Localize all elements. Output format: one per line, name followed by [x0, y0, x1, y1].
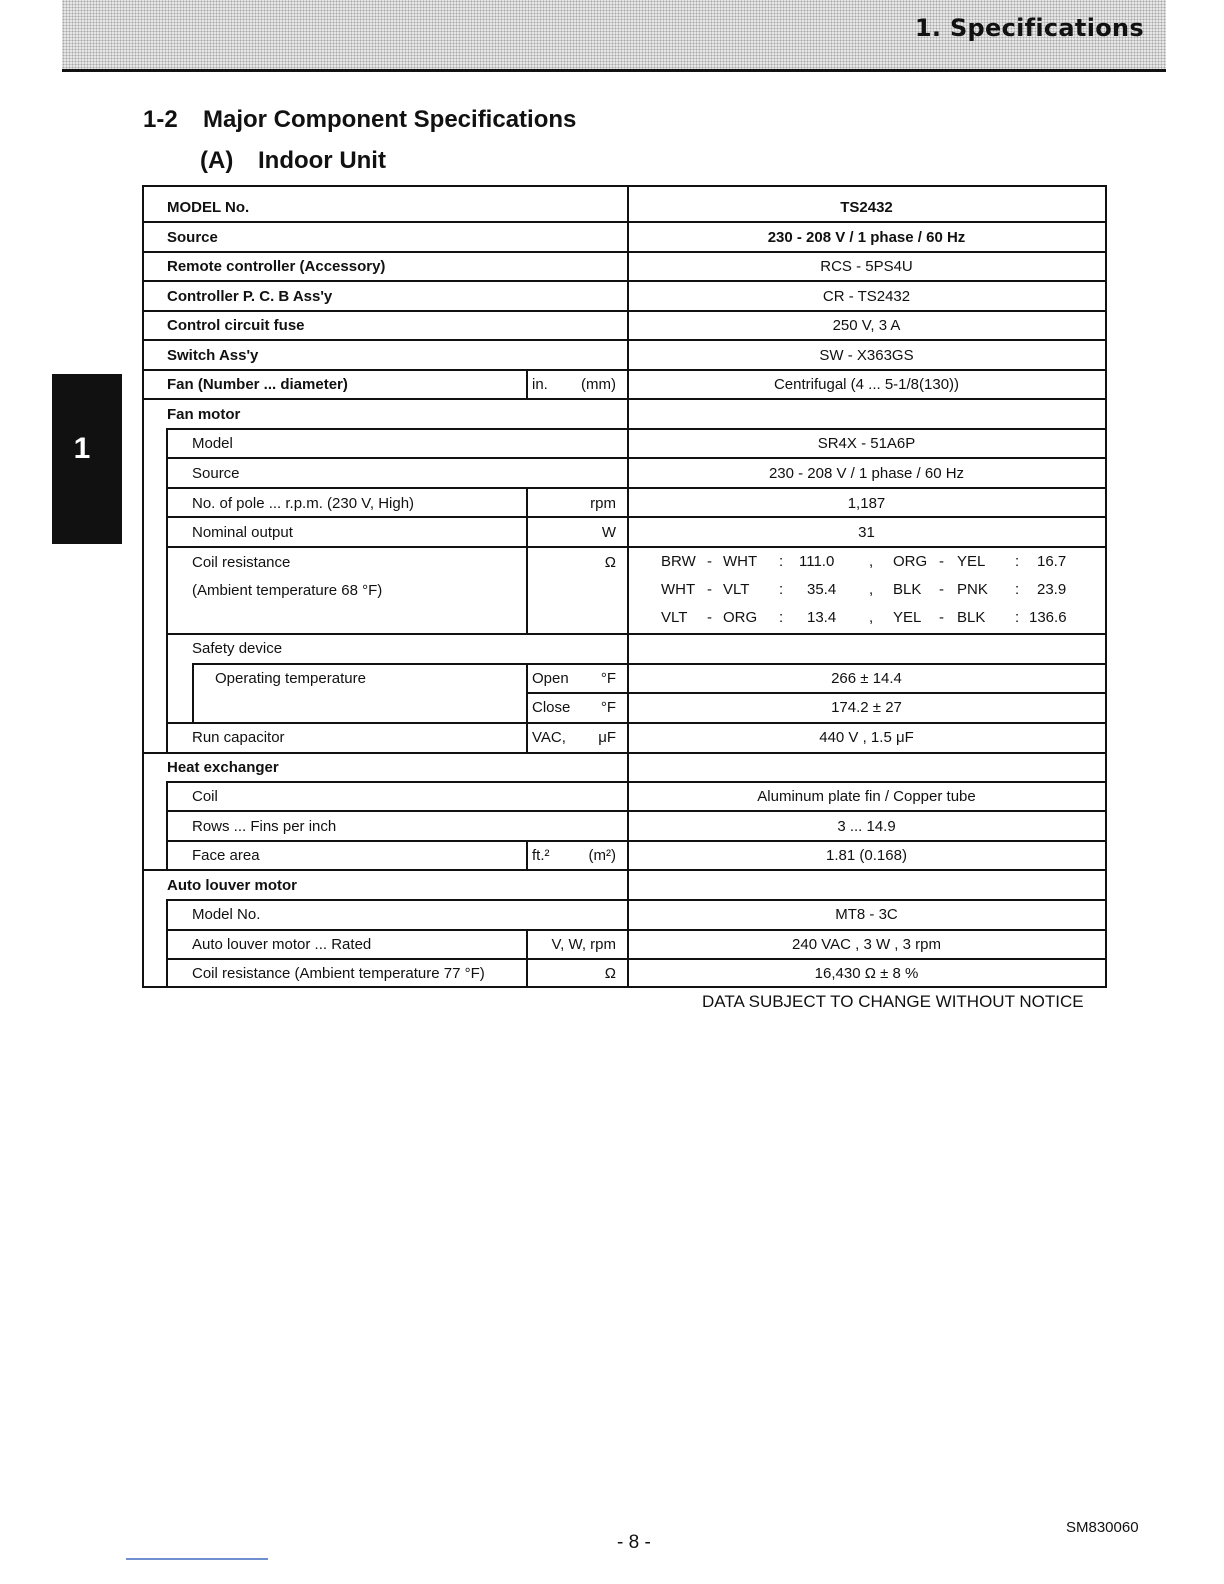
coil-wire-d: BLK	[957, 609, 986, 626]
fan-motor-label: Fan motor	[167, 406, 241, 423]
hx-coil-value: Aluminum plate fin / Copper tube	[757, 788, 976, 805]
coil-value-1: 35.4	[807, 581, 837, 598]
coil-wire-b: ORG	[723, 609, 758, 626]
coil-wire-a: VLT	[661, 609, 688, 626]
document-code: SM830060	[1066, 1519, 1139, 1536]
fan-motor-indent	[166, 428, 168, 753]
model-label: MODEL No.	[167, 199, 250, 216]
fm-output-unit: W	[601, 524, 616, 541]
run-cap-value: 440 V , 1.5 μF	[819, 729, 914, 746]
fm-source-value: 230 - 208 V / 1 phase / 60 Hz	[768, 465, 965, 482]
close-value: 174.2 ± 27	[831, 699, 902, 716]
alm-rated-value: 240 VAC , 3 W , 3 rpm	[792, 936, 941, 953]
source-label: Source	[167, 229, 218, 246]
fm-coil-sub-label: (Ambient temperature 68 °F)	[192, 582, 383, 599]
fm-output-label: Nominal output	[192, 524, 293, 541]
coil-value-2: 23.9	[1037, 581, 1067, 598]
coil-wire-b: VLT	[723, 581, 750, 598]
alm-coil-unit: Ω	[604, 965, 616, 982]
fan-unit-divider	[526, 369, 528, 398]
alm-model-value: MT8 - 3C	[835, 906, 898, 923]
remote-value: RCS - 5PS4U	[820, 258, 913, 275]
fm-output-value: 31	[858, 524, 875, 541]
alm-rated-unit: V, W, rpm	[551, 936, 616, 953]
remote-label: Remote controller (Accessory)	[167, 258, 386, 275]
subsection-number: (A)	[200, 147, 234, 174]
fm-pole-unit: rpm	[590, 495, 616, 512]
fan-label: Fan (Number ... diameter)	[167, 376, 348, 393]
hx-rows-value: 3 ... 14.9	[837, 818, 896, 835]
hx-face-value: 1.81 (0.168)	[826, 847, 907, 864]
coil-value-1: 13.4	[807, 609, 837, 626]
hx-face-unit-ft: ft.²	[532, 847, 550, 864]
safety-indent	[192, 663, 194, 722]
fm-coil-label: Coil resistance	[192, 554, 291, 571]
section-number: 1-2	[143, 106, 178, 133]
fuse-label: Control circuit fuse	[167, 317, 305, 334]
coil-value-2: 16.7	[1037, 553, 1067, 570]
change-notice: DATA SUBJECT TO CHANGE WITHOUT NOTICE	[702, 992, 1084, 1011]
chapter-tab	[52, 374, 122, 544]
coil-wire-a: BRW	[661, 553, 696, 570]
hx-label: Heat exchanger	[167, 759, 279, 776]
fan-unit-mm: (mm)	[581, 376, 616, 393]
chapter-header-title: 1. Specifications	[914, 14, 1144, 42]
model-value: TS2432	[840, 199, 893, 216]
fuse-value: 250 V, 3 A	[832, 317, 901, 334]
hx-face-unit-m: (m²)	[588, 847, 616, 864]
footer-rule	[126, 1558, 268, 1560]
hx-rows-label: Rows ... Fins per inch	[192, 818, 337, 835]
chapter-tab-number: 1	[73, 432, 91, 465]
coil-wire-b: WHT	[723, 553, 758, 570]
hx-coil-label: Coil	[192, 788, 218, 805]
alm-model-label: Model No.	[192, 906, 261, 923]
run-cap-unit-vac: VAC,	[532, 729, 566, 746]
coil-wire-c: YEL	[893, 609, 922, 626]
switch-value: SW - X363GS	[819, 347, 914, 364]
run-cap-unit-uf: μF	[598, 729, 616, 746]
fm-source-label: Source	[192, 465, 240, 482]
alm-coil-label: Coil resistance (Ambient temperature 77 °F)	[192, 965, 485, 982]
fm-pole-value: 1,187	[847, 495, 886, 512]
alm-rated-label: Auto louver motor ... Rated	[192, 936, 372, 953]
alm-coil-value: 16,430 Ω ± 8 %	[814, 965, 919, 982]
table-divider	[627, 187, 629, 988]
coil-row: BRW - WHT : 111.0 , ORG - YEL : 16.7	[661, 553, 1067, 570]
coil-value-2: 136.6	[1029, 609, 1067, 626]
safety-label: Safety device	[192, 640, 283, 657]
section-heading	[143, 106, 576, 134]
fm-model-label: Model	[192, 435, 233, 452]
coil-wire-d: YEL	[957, 553, 986, 570]
alm-indent	[166, 899, 168, 988]
spec-table	[142, 185, 1107, 988]
page-number: - 8 -	[617, 1532, 651, 1553]
run-cap-label: Run capacitor	[192, 729, 285, 746]
op-temp-label: Operating temperature	[215, 670, 366, 687]
close-label: Close	[532, 699, 571, 716]
coil-wire-c: ORG	[893, 553, 928, 570]
coil-row: VLT - ORG : 13.4 , YEL - BLK : 136.6	[661, 609, 1067, 626]
coil-wire-c: BLK	[893, 581, 922, 598]
open-unit: °F	[600, 670, 616, 687]
fm-pole-label: No. of pole ... r.p.m. (230 V, High)	[192, 495, 415, 512]
close-unit: °F	[600, 699, 616, 716]
fm-coil-unit: Ω	[604, 554, 616, 571]
alm-label: Auto louver motor	[167, 877, 297, 894]
hx-face-label: Face area	[192, 847, 260, 864]
fan-value: Centrifugal (4 ... 5-1/8(130))	[773, 376, 960, 393]
pcb-label: Controller P. C. B Ass'y	[167, 288, 333, 305]
source-value: 230 - 208 V / 1 phase / 60 Hz	[767, 229, 966, 246]
safety-unit-divider	[526, 663, 528, 752]
subsection-title: Indoor Unit	[258, 147, 386, 174]
header-rule	[62, 69, 1166, 72]
coil-wire-d: PNK	[957, 581, 988, 598]
subsection-heading	[200, 147, 386, 175]
fan-unit-in: in.	[532, 376, 548, 393]
coil-row: WHT - VLT : 35.4 , BLK - PNK : 23.9	[661, 581, 1067, 598]
open-label: Open	[532, 670, 569, 687]
open-value: 266 ± 14.4	[831, 670, 902, 687]
coil-wire-a: WHT	[661, 581, 696, 598]
pcb-value: CR - TS2432	[822, 288, 911, 305]
fm-model-value: SR4X - 51A6P	[817, 435, 916, 452]
switch-label: Switch Ass'y	[167, 347, 259, 364]
section-title: Major Component Specifications	[203, 106, 577, 133]
fm-unit-divider	[526, 487, 528, 633]
hx-indent	[166, 781, 168, 869]
hx-unit-divider	[526, 840, 528, 869]
coil-value-1: 111.0	[799, 553, 835, 570]
